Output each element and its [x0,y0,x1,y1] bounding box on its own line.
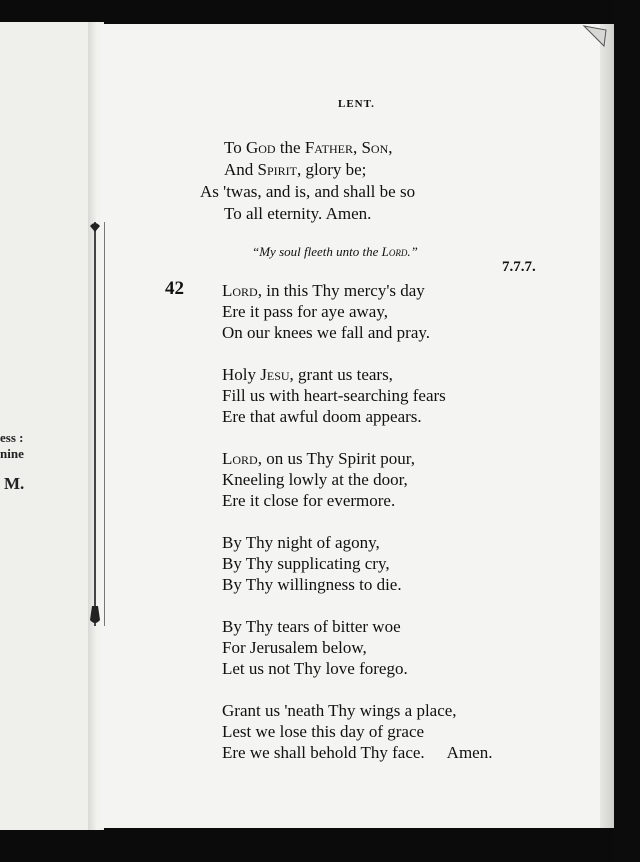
hymn-number: 42 [165,278,184,299]
doxology-line: And Spirit, glory be; [224,160,367,179]
left-page-fragment: nine [0,446,24,461]
verse-line: Lest we lose this day of grace [222,722,425,741]
verse-line: Ere it close for evermore. [222,491,396,510]
verse-line: Ere we shall behold Thy face. Amen. [222,743,493,762]
epigraph: “My soul fleeth unto the Lord.” [252,244,418,259]
closing-amen: Amen. [446,743,493,762]
left-page [0,22,98,830]
corner-fold-icon [582,24,608,50]
verse-line: Holy Jesu, grant us tears, [222,365,393,384]
verse-line: Lord, on us Thy Spirit pour, [222,449,415,468]
verse [222,532,492,595]
verse-line: Grant us 'neath Thy wings a place, [222,701,457,720]
binding-clasp [94,222,105,626]
doxology [200,137,415,225]
verse-line: Kneeling lowly at the door, [222,470,408,489]
verse-line: Ere that awful doom appears. [222,407,422,426]
verse [222,700,492,763]
doxology-line: As 'twas, and is, and shall be so [200,182,416,201]
verse-line: By Thy supplicating cry, [222,554,390,573]
verse-line: By Thy willingness to die. [222,575,402,594]
verse-line: On our knees we fall and pray. [222,323,431,342]
verse [222,616,492,679]
background-strip [614,0,640,862]
running-head: LENT. [338,98,375,110]
left-page-fragment: ess : [0,430,24,445]
doxology-line: To all eternity. Amen. [224,204,372,223]
verse-line: For Jerusalem below, [222,638,367,657]
meter: 7.7.7. [502,259,536,275]
verse [222,448,492,511]
verse-line: Let us not Thy love forego. [222,659,408,678]
verse-line: Ere it pass for aye away, [222,302,388,321]
clasp-top-icon [88,220,102,234]
verse-line: Fill us with heart-searching fears [222,386,446,405]
verse-line: By Thy tears of bitter woe [222,617,401,636]
clasp-bottom-icon [88,604,102,626]
hymn-verses [222,280,492,784]
page-edge [600,24,614,828]
verse-line: By Thy night of agony, [222,533,380,552]
left-page-fragment: M. [4,474,25,493]
verse-line: Lord, in this Thy mercy's day [222,281,425,300]
doxology-line: To God the Father, Son, [224,138,393,157]
verse [222,280,492,343]
verse [222,364,492,427]
